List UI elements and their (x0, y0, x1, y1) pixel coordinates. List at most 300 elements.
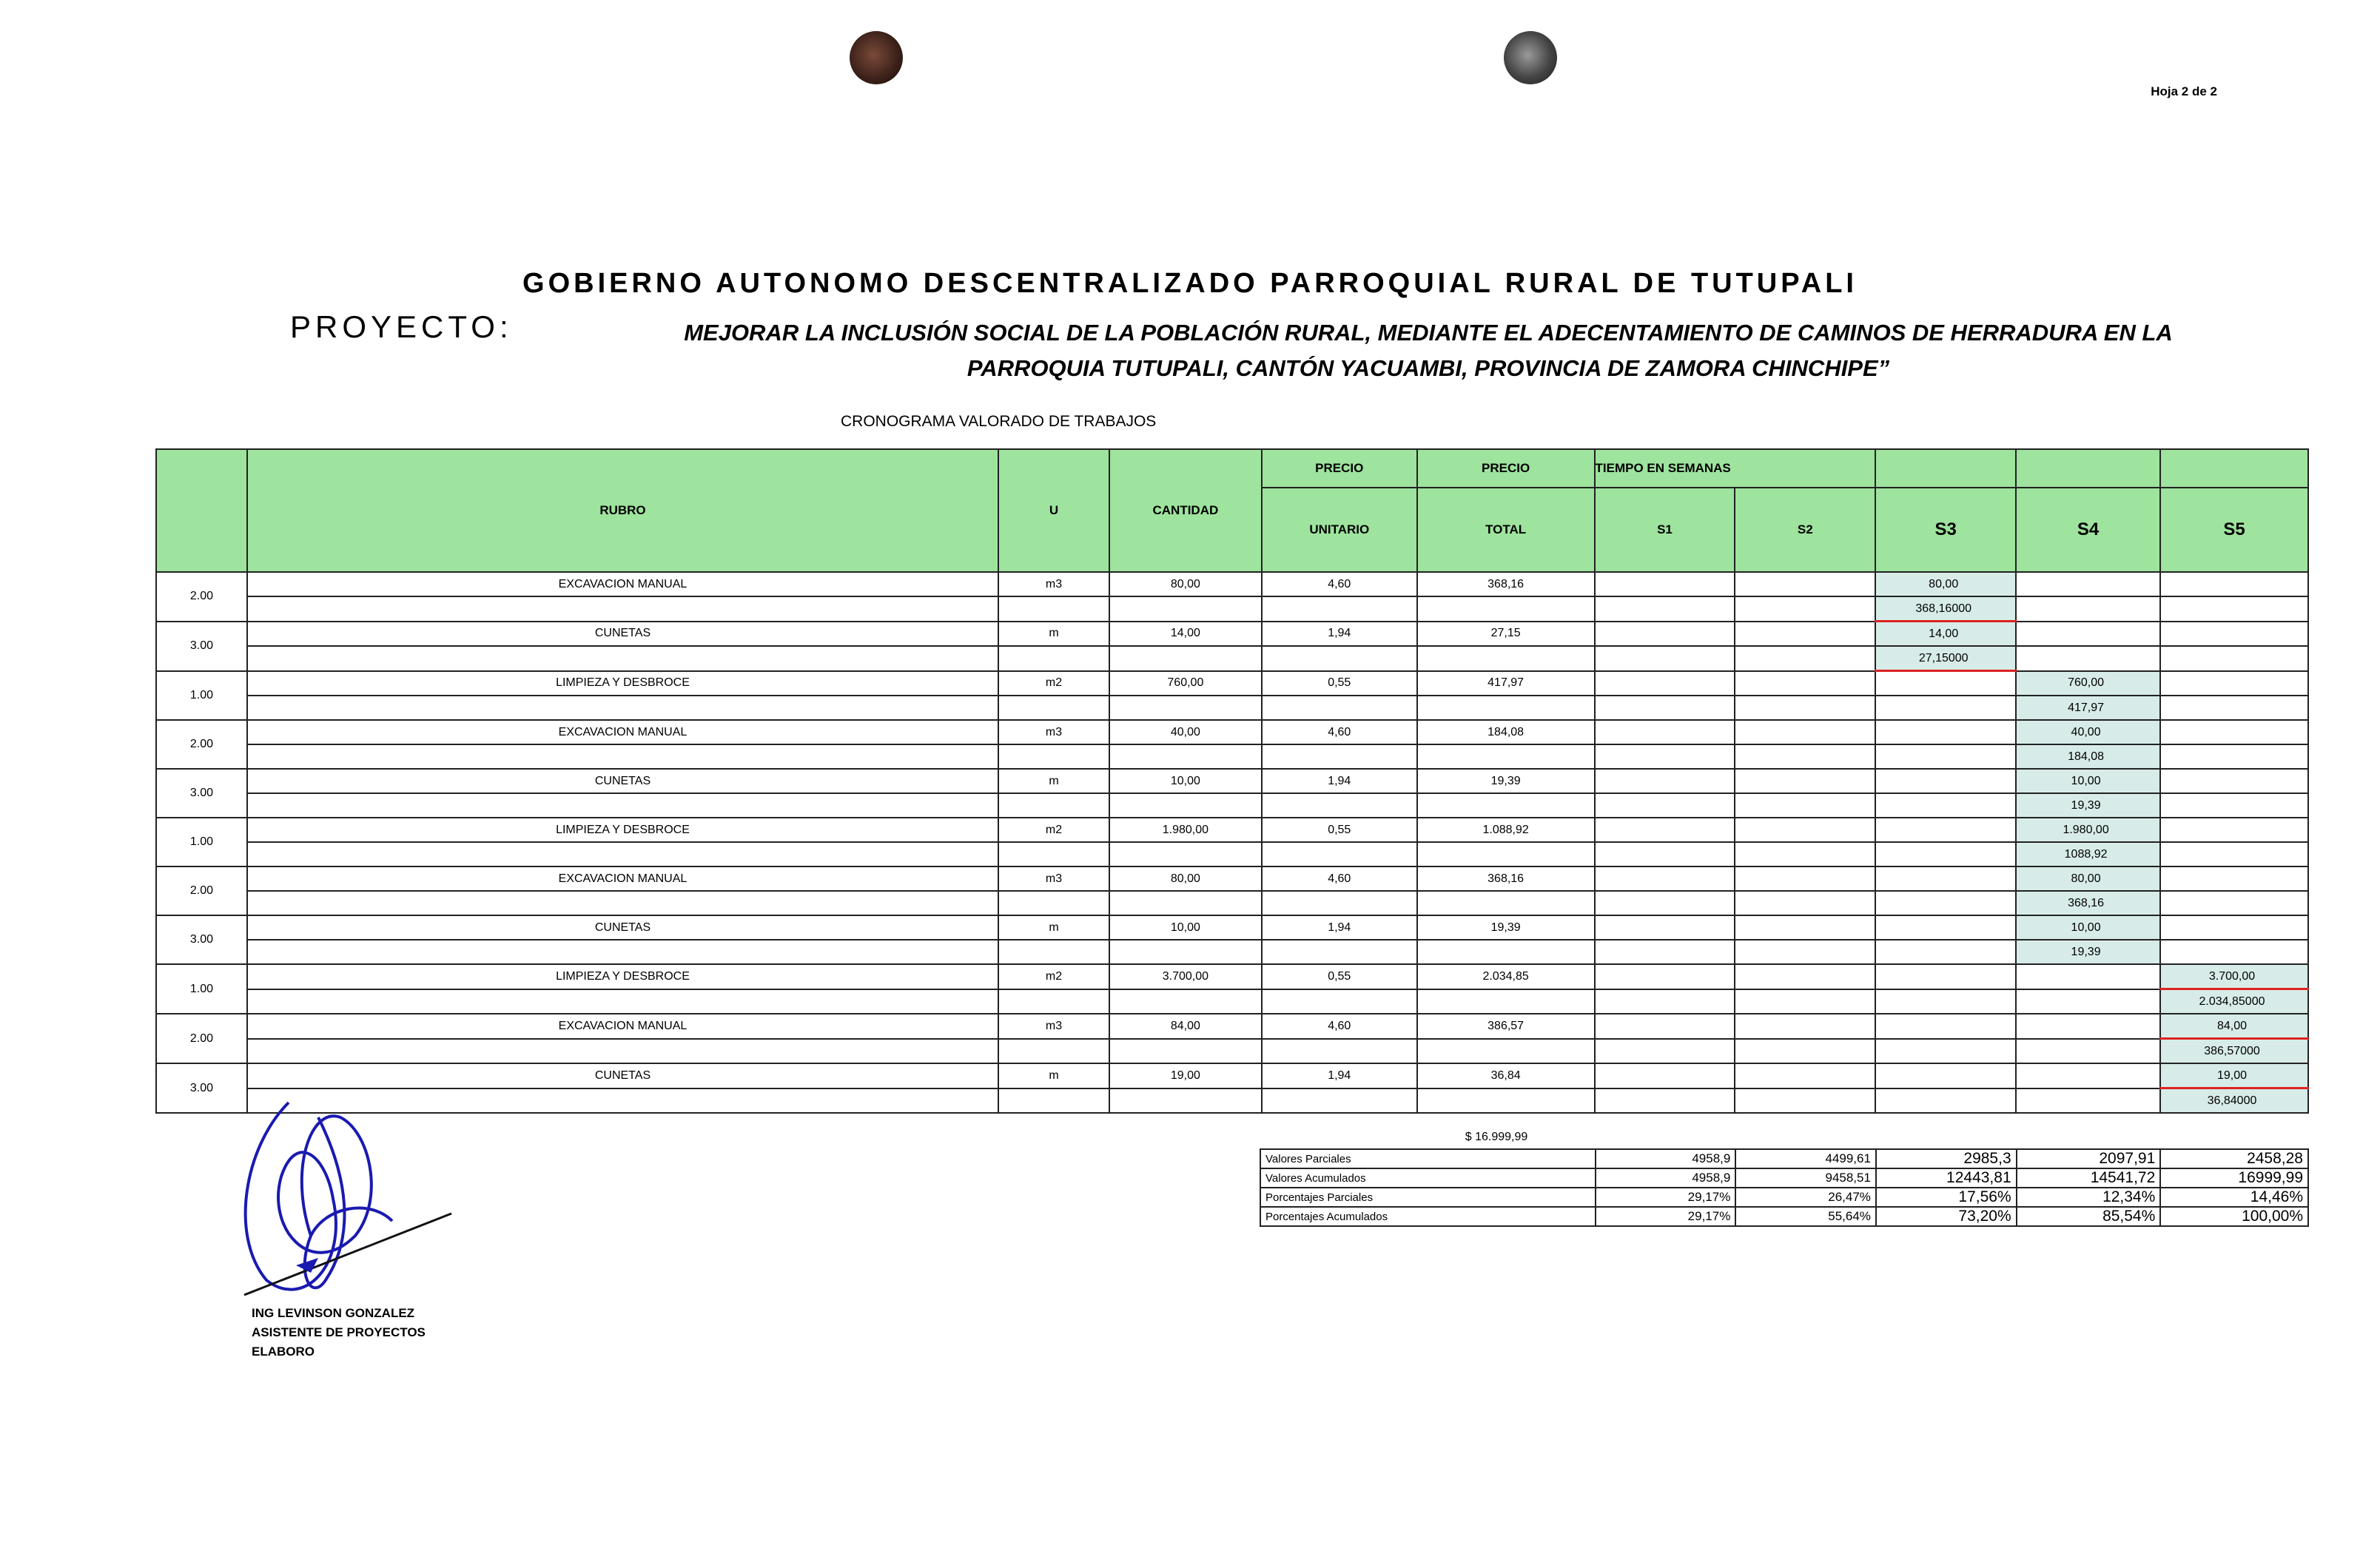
table-row-values (156, 596, 2308, 622)
unit-cell: m2 (998, 964, 1109, 989)
quantity-blank (1109, 744, 1262, 769)
signer-action: ELABORO (252, 1345, 315, 1359)
week-4-qty: 80,00 (2016, 866, 2160, 891)
rubro-header: RUBRO (247, 449, 998, 572)
week-1-value (1595, 1088, 1735, 1114)
summary-week-3: 12443,81 (1876, 1168, 2017, 1188)
week-5-qty: 84,00 (2160, 1014, 2308, 1039)
week-1-value (1595, 744, 1735, 769)
week-5-value: 2.034,85000 (2160, 989, 2308, 1014)
week-2-value (1735, 646, 1875, 671)
item-header (156, 449, 247, 572)
week-4-qty (2016, 572, 2160, 596)
week-5-qty (2160, 769, 2308, 793)
summary-week-1: 29,17% (1596, 1207, 1736, 1226)
week-2-value (1735, 596, 1875, 622)
signer-name: ING LEVINSON GONZALEZ (252, 1306, 415, 1320)
week-5-header: S5 (2160, 488, 2308, 572)
unit-blank (998, 696, 1109, 720)
week-2-qty (1735, 769, 1875, 793)
signature-mark (200, 1088, 466, 1325)
week-4-value (2016, 1039, 2160, 1064)
unit-price-cell: 1,94 (1262, 1063, 1417, 1088)
week-4-header: S4 (2016, 488, 2160, 572)
item-number: 1.00 (156, 818, 247, 866)
quantity-blank (1109, 891, 1262, 915)
grand-total: $ 16.999,99 (1465, 1131, 1528, 1143)
table-row-values (156, 1039, 2308, 1064)
total-price-cell: 2.034,85 (1417, 964, 1595, 989)
week-1-qty (1595, 572, 1735, 596)
summary-label: Porcentajes Parciales (1260, 1188, 1596, 1207)
week-1-qty (1595, 964, 1735, 989)
quantity-cell: 760,00 (1109, 671, 1262, 696)
quantity-cell: 80,00 (1109, 866, 1262, 891)
week-4-value: 184,08 (2016, 744, 2160, 769)
week-4-qty: 40,00 (2016, 720, 2160, 744)
week-1-value (1595, 1039, 1735, 1064)
quantity-cell: 1.980,00 (1109, 818, 1262, 842)
week-2-qty (1735, 1014, 1875, 1039)
total-price-blank (1417, 1039, 1595, 1064)
week-1-qty (1595, 622, 1735, 647)
table-row-values (156, 744, 2308, 769)
week-3-qty (1875, 1014, 2016, 1039)
item-number: 1.00 (156, 964, 247, 1014)
unit-blank (998, 989, 1109, 1014)
project-label: PROYECTO: (290, 309, 513, 344)
unit-cell: m (998, 1063, 1109, 1088)
table-row (156, 1063, 2308, 1088)
rubro-blank (247, 646, 998, 671)
signer-role: ASISTENTE DE PROYECTOS (252, 1325, 426, 1339)
table-row-values (156, 891, 2308, 915)
summary-week-1: 4958,9 (1596, 1168, 1736, 1188)
table-row (156, 572, 2308, 596)
week-3-value (1875, 793, 2016, 818)
total-price-blank (1417, 646, 1595, 671)
summary-row (1260, 1168, 2308, 1188)
weeks-header: TIEMPO EN SEMANAS (1595, 449, 1876, 488)
summary-row (1260, 1188, 2308, 1207)
summary-week-4: 85,54% (2017, 1207, 2161, 1226)
week-1-qty (1595, 915, 1735, 940)
week-5-qty (2160, 622, 2308, 647)
week-4-qty: 10,00 (2016, 915, 2160, 940)
unit-price-blank (1262, 744, 1417, 769)
item-number: 1.00 (156, 671, 247, 721)
week-1-qty (1595, 866, 1735, 891)
week-3-qty (1875, 720, 2016, 744)
table-row (156, 769, 2308, 793)
week-5-value: 386,57000 (2160, 1039, 2308, 1064)
week-4-value: 19,39 (2016, 940, 2160, 964)
blank-header-s4 (2016, 449, 2160, 488)
week-5-value: 36,84000 (2160, 1088, 2308, 1114)
week-4-value: 368,16 (2016, 891, 2160, 915)
summary-week-1: 4958,9 (1596, 1149, 1736, 1168)
unit-cell: m2 (998, 818, 1109, 842)
table-row-values (156, 646, 2308, 671)
quantity-blank (1109, 793, 1262, 818)
total-price-cell: 386,57 (1417, 1014, 1595, 1039)
week-3-value (1875, 842, 2016, 866)
week-5-qty (2160, 915, 2308, 940)
sheet-number: Hoja 2 de 2 (2151, 84, 2217, 98)
week-2-qty (1735, 866, 1875, 891)
unit-price-blank (1262, 1039, 1417, 1064)
summary-week-3: 17,56% (1876, 1188, 2017, 1207)
quantity-blank (1109, 1039, 1262, 1064)
summary-week-4: 14541,72 (2017, 1168, 2161, 1188)
week-1-qty (1595, 1014, 1735, 1039)
week-2-qty (1735, 720, 1875, 744)
summary-label: Valores Parciales (1260, 1149, 1596, 1168)
unit-blank (998, 744, 1109, 769)
total-price-cell: 368,16 (1417, 866, 1595, 891)
week-1-qty (1595, 720, 1735, 744)
quantity-blank (1109, 646, 1262, 671)
unit-cell: m (998, 622, 1109, 647)
table-row (156, 622, 2308, 647)
week-1-qty (1595, 1063, 1735, 1088)
week-2-value (1735, 891, 1875, 915)
item-number: 3.00 (156, 769, 247, 818)
rubro-cell: CUNETAS (247, 769, 998, 793)
total-price-blank (1417, 596, 1595, 622)
unit-price-blank (1262, 596, 1417, 622)
unit-price-blank (1262, 989, 1417, 1014)
signature-block (252, 1304, 426, 1362)
week-4-qty (2016, 1014, 2160, 1039)
week-4-qty (2016, 1063, 2160, 1088)
unit-price-header: UNITARIO (1262, 488, 1417, 572)
week-3-value (1875, 696, 2016, 720)
week-3-value (1875, 1039, 2016, 1064)
table-row (156, 671, 2308, 696)
week-5-qty: 3.700,00 (2160, 964, 2308, 989)
summary-week-4: 12,34% (2017, 1188, 2161, 1207)
unit-cell: m (998, 769, 1109, 793)
week-1-value (1595, 891, 1735, 915)
week-3-qty (1875, 964, 2016, 989)
total-price-header: TOTAL (1417, 488, 1595, 572)
week-3-qty: 14,00 (1875, 622, 2016, 647)
week-3-value: 368,16000 (1875, 596, 2016, 622)
week-3-qty (1875, 915, 2016, 940)
rubro-blank (247, 696, 998, 720)
table-row-values (156, 842, 2308, 866)
total-price-cell: 1.088,92 (1417, 818, 1595, 842)
total-price-blank (1417, 891, 1595, 915)
item-number: 2.00 (156, 572, 247, 622)
summary-week-2: 9458,51 (1735, 1168, 1876, 1188)
week-5-value (2160, 744, 2308, 769)
rubro-cell: CUNETAS (247, 1063, 998, 1088)
week-4-value: 417,97 (2016, 696, 2160, 720)
week-3-value (1875, 1088, 2016, 1114)
week-1-header: S1 (1595, 488, 1735, 572)
week-4-value (2016, 1088, 2160, 1114)
week-3-qty (1875, 769, 2016, 793)
total-price-cell: 19,39 (1417, 915, 1595, 940)
total-price-blank (1417, 696, 1595, 720)
week-2-qty (1735, 1063, 1875, 1088)
summary-label: Porcentajes Acumulados (1260, 1207, 1596, 1226)
week-1-qty (1595, 769, 1735, 793)
unit-blank (998, 596, 1109, 622)
quantity-cell: 80,00 (1109, 572, 1262, 596)
unit-price-cell: 0,55 (1262, 671, 1417, 696)
week-3-qty (1875, 866, 2016, 891)
summary-week-5: 2458,28 (2160, 1149, 2308, 1168)
blank-header-s3 (1875, 449, 2016, 488)
week-4-value (2016, 989, 2160, 1014)
summary-week-5: 14,46% (2160, 1188, 2308, 1207)
week-2-value (1735, 1039, 1875, 1064)
quantity-cell: 10,00 (1109, 769, 1262, 793)
week-2-qty (1735, 671, 1875, 696)
week-1-qty (1595, 671, 1735, 696)
unit-blank (998, 842, 1109, 866)
week-5-qty (2160, 720, 2308, 744)
quantity-blank (1109, 989, 1262, 1014)
punch-hole-right (1504, 31, 1557, 84)
week-2-qty (1735, 572, 1875, 596)
week-1-value (1595, 596, 1735, 622)
summary-table (1260, 1148, 2309, 1227)
rubro-blank (247, 989, 998, 1014)
item-number: 3.00 (156, 1063, 247, 1113)
rubro-blank (247, 744, 998, 769)
unit-price-blank (1262, 1088, 1417, 1114)
total-price-cell: 184,08 (1417, 720, 1595, 744)
week-4-value (2016, 646, 2160, 671)
week-2-value (1735, 989, 1875, 1014)
unit-cell: m3 (998, 572, 1109, 596)
unit-price-blank (1262, 696, 1417, 720)
unit-cell: m2 (998, 671, 1109, 696)
week-4-qty (2016, 622, 2160, 647)
rubro-cell: LIMPIEZA Y DESBROCE (247, 818, 998, 842)
week-3-value: 27,15000 (1875, 646, 2016, 671)
total-price-cell: 417,97 (1417, 671, 1595, 696)
table-row (156, 1014, 2308, 1039)
week-3-qty (1875, 1063, 2016, 1088)
unit-price-cell: 4,60 (1262, 866, 1417, 891)
week-1-value (1595, 696, 1735, 720)
week-3-qty (1875, 671, 2016, 696)
rubro-cell: EXCAVACION MANUAL (247, 1014, 998, 1039)
document-title: GOBIERNO AUTONOMO DESCENTRALIZADO PARROQUIAL RURAL DE TUTUPALI (522, 268, 1858, 299)
week-5-value (2160, 891, 2308, 915)
unit-price-cell: 4,60 (1262, 1014, 1417, 1039)
unit-price-cell: 1,94 (1262, 622, 1417, 647)
quantity-blank (1109, 1088, 1262, 1114)
unit-price-cell: 0,55 (1262, 818, 1417, 842)
total-price-blank (1417, 940, 1595, 964)
rubro-cell: CUNETAS (247, 915, 998, 940)
total-price-blank (1417, 1088, 1595, 1114)
item-number: 2.00 (156, 866, 247, 915)
table-row-values (156, 1088, 2308, 1114)
week-5-value (2160, 940, 2308, 964)
summary-label: Valores Acumulados (1260, 1168, 1596, 1188)
week-5-value (2160, 596, 2308, 622)
unit-cell: m3 (998, 866, 1109, 891)
project-line-1: MEJORAR LA INCLUSIÓN SOCIAL DE LA POBLACIÓN RURAL, MEDIANTE EL ADECENTAMIENTO DE CAMINOS DE HERRADURA EN LA (684, 320, 2173, 346)
item-number: 3.00 (156, 915, 247, 964)
week-2-value (1735, 940, 1875, 964)
punch-hole-left (850, 31, 903, 84)
week-2-value (1735, 842, 1875, 866)
table-row (156, 964, 2308, 989)
unit-blank (998, 1088, 1109, 1114)
week-3-value (1875, 989, 2016, 1014)
unit-price-cell: 4,60 (1262, 720, 1417, 744)
unit-blank (998, 646, 1109, 671)
week-2-value (1735, 696, 1875, 720)
table-row (156, 818, 2308, 842)
week-3-header: S3 (1875, 488, 2016, 572)
total-price-cell: 368,16 (1417, 572, 1595, 596)
unit-price-cell: 0,55 (1262, 964, 1417, 989)
week-4-qty: 1.980,00 (2016, 818, 2160, 842)
unit-blank (998, 793, 1109, 818)
week-1-value (1595, 646, 1735, 671)
summary-week-3: 73,20% (1876, 1207, 2017, 1226)
total-price-cell: 19,39 (1417, 769, 1595, 793)
project-line-2: PARROQUIA TUTUPALI, CANTÓN YACUAMBI, PROVINCIA DE ZAMORA CHINCHIPE” (967, 355, 1890, 381)
rubro-cell: EXCAVACION MANUAL (247, 866, 998, 891)
table-row-values (156, 696, 2308, 720)
quantity-blank (1109, 940, 1262, 964)
week-5-qty (2160, 866, 2308, 891)
total-price-blank (1417, 989, 1595, 1014)
total-price-cell: 27,15 (1417, 622, 1595, 647)
item-number: 2.00 (156, 720, 247, 769)
week-2-qty (1735, 818, 1875, 842)
unit-price-blank (1262, 891, 1417, 915)
quantity-cell: 14,00 (1109, 622, 1262, 647)
week-1-value (1595, 842, 1735, 866)
unit-price-blank (1262, 646, 1417, 671)
unit-price-cell: 1,94 (1262, 915, 1417, 940)
week-3-value (1875, 940, 2016, 964)
unit-price-cell: 1,94 (1262, 769, 1417, 793)
week-1-value (1595, 940, 1735, 964)
week-3-value (1875, 744, 2016, 769)
week-4-value (2016, 596, 2160, 622)
rubro-cell: LIMPIEZA Y DESBROCE (247, 671, 998, 696)
item-number: 2.00 (156, 1014, 247, 1063)
unit-header: U (998, 449, 1109, 572)
table-row (156, 720, 2308, 744)
table-row-values (156, 940, 2308, 964)
week-2-qty (1735, 964, 1875, 989)
unit-blank (998, 1039, 1109, 1064)
total-price-blank (1417, 842, 1595, 866)
week-3-value (1875, 891, 2016, 915)
week-4-value: 19,39 (2016, 793, 2160, 818)
week-2-value (1735, 744, 1875, 769)
quantity-cell: 10,00 (1109, 915, 1262, 940)
week-2-value (1735, 1088, 1875, 1114)
rubro-cell: EXCAVACION MANUAL (247, 572, 998, 596)
quantity-header: CANTIDAD (1109, 449, 1262, 572)
summary-week-4: 2097,91 (2017, 1149, 2161, 1168)
week-4-qty: 10,00 (2016, 769, 2160, 793)
summary-week-2: 26,47% (1735, 1188, 1876, 1207)
table-row-values (156, 989, 2308, 1014)
rubro-cell: LIMPIEZA Y DESBROCE (247, 964, 998, 989)
summary-week-2: 4499,61 (1735, 1149, 1876, 1168)
week-5-qty (2160, 572, 2308, 596)
summary-week-3: 2985,3 (1876, 1149, 2017, 1168)
summary-row (1260, 1149, 2308, 1168)
week-5-qty (2160, 671, 2308, 696)
week-5-qty (2160, 818, 2308, 842)
rubro-blank (247, 1039, 998, 1064)
quantity-cell: 84,00 (1109, 1014, 1262, 1039)
unit-cell: m (998, 915, 1109, 940)
item-number: 3.00 (156, 622, 247, 671)
summary-week-1: 29,17% (1596, 1188, 1736, 1207)
week-1-value (1595, 989, 1735, 1014)
week-5-value (2160, 696, 2308, 720)
week-5-qty: 19,00 (2160, 1063, 2308, 1088)
week-5-value (2160, 646, 2308, 671)
rubro-blank (247, 891, 998, 915)
unit-price-cell: 4,60 (1262, 572, 1417, 596)
week-4-qty (2016, 964, 2160, 989)
summary-week-2: 55,64% (1735, 1207, 1876, 1226)
summary-week-5: 100,00% (2160, 1207, 2308, 1226)
rubro-cell: EXCAVACION MANUAL (247, 720, 998, 744)
rubro-cell: CUNETAS (247, 622, 998, 647)
rubro-blank (247, 793, 998, 818)
week-1-qty (1595, 818, 1735, 842)
total-price-blank (1417, 744, 1595, 769)
schedule-subtitle: CRONOGRAMA VALORADO DE TRABAJOS (841, 413, 1157, 430)
week-5-value (2160, 842, 2308, 866)
unit-price-blank (1262, 940, 1417, 964)
week-2-header: S2 (1735, 488, 1875, 572)
week-2-value (1735, 793, 1875, 818)
summary-week-5: 16999,99 (2160, 1168, 2308, 1188)
quantity-cell: 3.700,00 (1109, 964, 1262, 989)
quantity-blank (1109, 696, 1262, 720)
quantity-cell: 40,00 (1109, 720, 1262, 744)
quantity-blank (1109, 842, 1262, 866)
week-3-qty (1875, 818, 2016, 842)
week-4-qty: 760,00 (2016, 671, 2160, 696)
week-2-qty (1735, 622, 1875, 647)
unit-price-blank (1262, 842, 1417, 866)
quantity-blank (1109, 596, 1262, 622)
unit-cell: m3 (998, 720, 1109, 744)
table-row-values (156, 793, 2308, 818)
price-header-2: PRECIO (1417, 449, 1595, 488)
unit-blank (998, 891, 1109, 915)
week-4-value: 1088,92 (2016, 842, 2160, 866)
rubro-blank (247, 842, 998, 866)
summary-row (1260, 1207, 2308, 1226)
quantity-cell: 19,00 (1109, 1063, 1262, 1088)
rubro-blank (247, 940, 998, 964)
price-header: PRECIO (1262, 449, 1417, 488)
rubro-blank (247, 596, 998, 622)
